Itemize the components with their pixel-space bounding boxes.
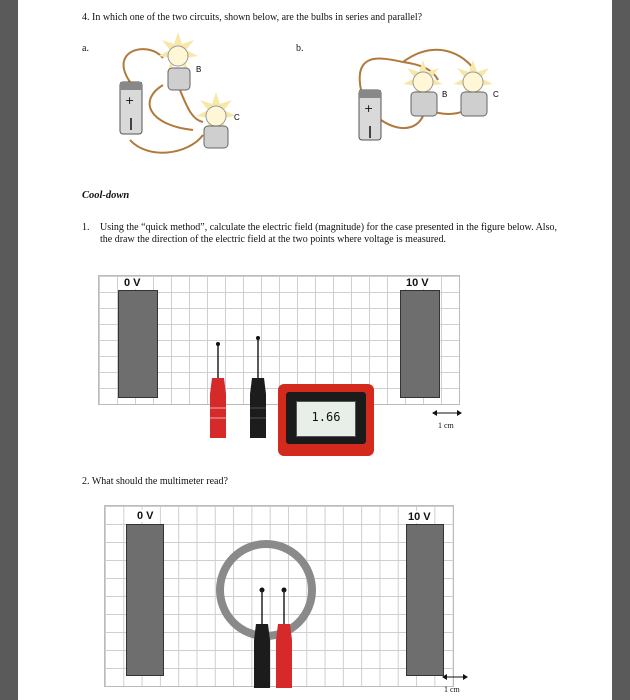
circuit-b-bulb-b-label: B bbox=[442, 90, 448, 99]
right-plate-fig1 bbox=[400, 290, 440, 398]
cooldown-heading: Cool-down bbox=[82, 190, 130, 201]
right-plate-fig1-voltage: 10 V bbox=[406, 277, 429, 289]
left-plate-fig1 bbox=[118, 290, 158, 398]
circuit-b-bulb-c-label: C bbox=[493, 90, 499, 99]
scale-label-fig1: 1 cm bbox=[438, 421, 454, 430]
multimeter-display bbox=[296, 401, 356, 437]
multimeter-reading: 1.66 bbox=[311, 410, 341, 424]
probes-fig2 bbox=[218, 540, 328, 690]
circuit-a-diagram bbox=[108, 30, 258, 170]
left-plate-fig2 bbox=[126, 524, 164, 676]
left-plate-fig2-voltage: 0 V bbox=[137, 510, 154, 522]
svg-text:+: + bbox=[364, 102, 374, 115]
question-4-text: 4. In which one of the two circuits, shown below, are the bulbs in series and parallel? bbox=[82, 12, 423, 23]
circuit-b-diagram bbox=[343, 40, 513, 155]
option-a-label: a. bbox=[82, 43, 89, 54]
circuit-a-bulb-b-label: B bbox=[196, 65, 202, 74]
circuit-a-bulb-c-label: C bbox=[234, 113, 240, 122]
multimeter bbox=[278, 384, 374, 456]
question-1-text: Using the “quick method”, calculate the electric field (magnitude) for the case presented in the figure below. Also, the draw the direction of the electric field at the two points where voltage is measured. bbox=[100, 222, 557, 245]
option-b-label: b. bbox=[296, 43, 304, 54]
right-plate-fig2 bbox=[406, 524, 444, 676]
svg-text:+: + bbox=[125, 94, 135, 107]
right-plate-fig2-voltage: 10 V bbox=[408, 511, 431, 523]
probes-fig1 bbox=[204, 338, 274, 440]
scale-label-fig2: 1 cm bbox=[444, 685, 460, 694]
left-plate-fig1-voltage: 0 V bbox=[124, 277, 141, 289]
scale-arrow-fig1 bbox=[432, 408, 462, 418]
question-2-text: 2. What should the multimeter read? bbox=[82, 476, 228, 487]
question-1-number: 1. bbox=[82, 222, 90, 233]
scale-arrow-fig2 bbox=[442, 672, 468, 682]
document-page bbox=[18, 0, 612, 700]
